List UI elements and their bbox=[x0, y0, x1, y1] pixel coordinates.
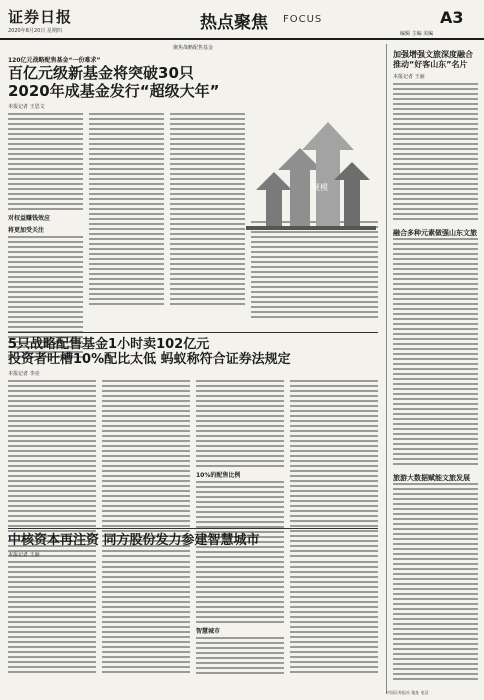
sidebar-byline: 本报记者 王丽 bbox=[393, 74, 425, 80]
lead-pre-headline: 120亿元战略配售基金“一份难求” bbox=[8, 57, 101, 64]
body-text-block bbox=[8, 561, 96, 673]
body-text-block bbox=[393, 483, 478, 680]
lead-subhead-1: 对权益赚钱效应 bbox=[8, 215, 51, 222]
story-cnnc-tongfang bbox=[8, 528, 378, 674]
story-strategic-funds bbox=[8, 332, 378, 558]
story3-byline: 本报记者 王丽 bbox=[8, 552, 40, 558]
newspaper-logo: 证券日报 bbox=[8, 8, 73, 26]
story3-body-columns bbox=[8, 561, 378, 674]
growth-arrows-illustration bbox=[246, 120, 376, 230]
lead-subhead-2: 将更加受关注 bbox=[8, 227, 45, 234]
body-text-block bbox=[170, 113, 245, 305]
section-title-en: FOCUS bbox=[283, 14, 323, 25]
ground-line bbox=[246, 226, 376, 230]
body-text-block bbox=[196, 561, 284, 623]
story3-col-3 bbox=[196, 561, 284, 674]
sidebar-headline: 加强增强文旅深度融合 推动“好客山东”名片 bbox=[393, 50, 473, 69]
story2-byline: 本报记者 李亮 bbox=[8, 371, 40, 377]
lead-headline-line2: 2020年成基金发行“超级大年” bbox=[8, 82, 220, 100]
lead-headline-line1: 百亿元级新基金将突破30只 bbox=[8, 64, 194, 82]
lead-body-col-1 bbox=[8, 113, 83, 358]
body-text-block bbox=[8, 113, 83, 210]
figure-label: 规模 bbox=[312, 183, 328, 192]
story2-headline-line1: 5只战略配售基金1小时卖102亿元 bbox=[8, 337, 210, 352]
page-number: A3 bbox=[440, 8, 464, 27]
lead-body-col-2 bbox=[89, 113, 164, 358]
body-text-block bbox=[89, 113, 164, 305]
page-footer: 中国证券报社 地址 电话 bbox=[386, 690, 429, 695]
story2-headline-line2: 投资者吐槽10%配比太低 蚂蚁称符合证券法规定 bbox=[8, 352, 291, 367]
body-text-block bbox=[393, 238, 478, 465]
body-text-block bbox=[251, 221, 378, 318]
lead-byline: 本报记者 王思文 bbox=[8, 104, 45, 110]
story3-col-4 bbox=[290, 561, 378, 674]
editor-credit: 编辑 主编 美编 bbox=[400, 31, 434, 37]
date-line: 2020年8月20日 星期四 bbox=[8, 28, 62, 34]
body-text-block bbox=[196, 380, 284, 467]
sidebar-subhead-2: 旅游大数据赋能文旅发展 bbox=[393, 474, 470, 482]
body-text-block bbox=[290, 561, 378, 673]
story3-headline: 中核资本再注资 同方股份发力参建智慧城市 bbox=[8, 533, 260, 548]
body-text-block bbox=[196, 637, 284, 674]
story3-subhead: 智慧城市 bbox=[196, 628, 221, 635]
sidebar-story bbox=[386, 44, 478, 694]
body-text-block bbox=[393, 83, 478, 220]
body-text-block bbox=[102, 561, 190, 673]
section-title: 热点聚焦 bbox=[200, 13, 268, 33]
lead-kicker: 聚焦战略配售基金 bbox=[172, 45, 213, 51]
small-arrow-left bbox=[256, 172, 292, 230]
masthead bbox=[0, 0, 484, 40]
story3-col-2 bbox=[102, 561, 190, 674]
story3-col-1 bbox=[8, 561, 96, 674]
lead-body-col-3 bbox=[170, 113, 245, 358]
story2-subhead: 10%的配售比例 bbox=[196, 472, 241, 479]
sidebar-subhead-1: 融合多种元素做强山东文旅 bbox=[393, 229, 477, 237]
